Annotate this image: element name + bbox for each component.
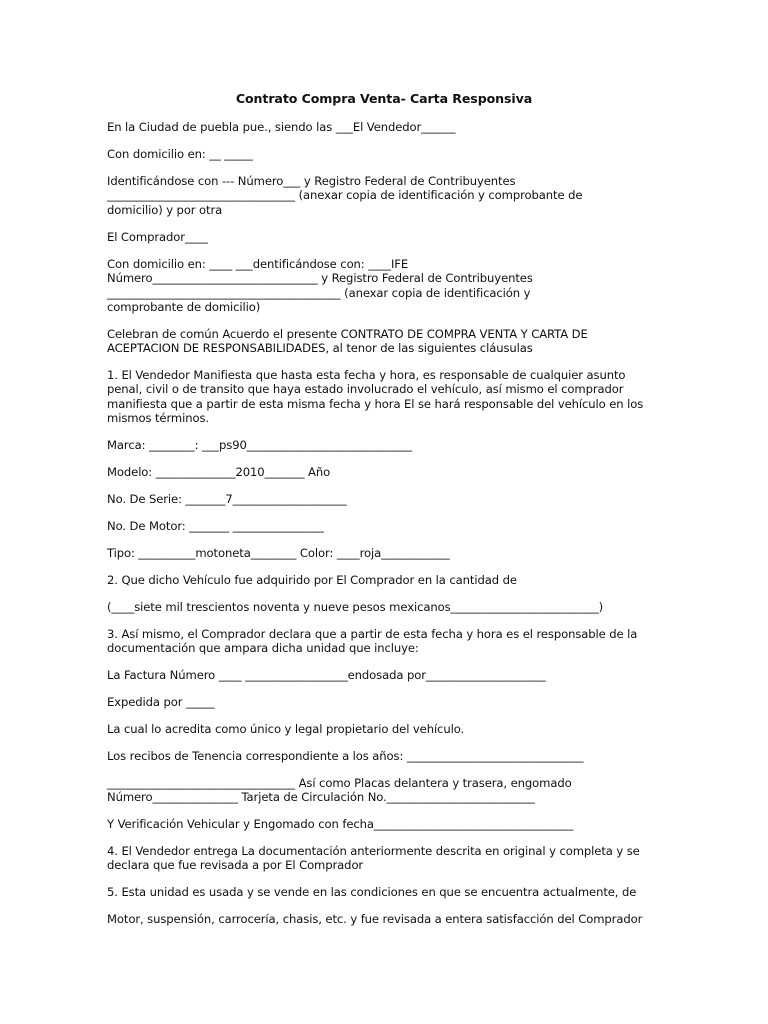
clause-5-line: 5. Esta unidad es usada y se vende en las condiciones en que se encuentra actualmente, de (107, 885, 637, 899)
verification-field: Y Verificación Vehicular y Engomado con fecha___________________________________ (107, 817, 574, 831)
invoice-field: La Factura Número ____ __________________endosada por_____________________ (107, 668, 546, 682)
clause-5-line: Motor, suspensión, carrocería, chasis, etc. y fue revisada a entera satisfacción del Comprador (107, 912, 643, 926)
seller-address-line: Con domicilio en: __ _____ (107, 147, 253, 161)
type-color-field: Tipo: __________motoneta________ Color: ____roja____________ (107, 546, 450, 560)
tenure-receipts-field: Los recibos de Tenencia correspondiente a los años: _______________________________ (107, 749, 584, 763)
seller-rfc-line: _________________________________ (anexar copia de identificación y comprobante de (107, 188, 583, 202)
brand-field: Marca: ________: ___ps90_____________________________ (107, 438, 413, 452)
clause-4-line: 4. El Vendedor entrega La documentación anteriormente descrita en original y completa y se (107, 844, 640, 858)
document-title: Contrato Compra Venta- Carta Responsiva (235, 91, 533, 106)
model-field: Modelo: ______________2010_______ Año (107, 465, 331, 479)
agreement-line-cont: ACEPTACION DE RESPONSABILIDADES, al tenor de las siguientes cláusulas (107, 341, 533, 355)
motor-number-field: No. De Motor: _______ ________________ (107, 519, 324, 533)
clause-3-line: documentación que ampara dicha unidad que incluye: (107, 641, 419, 655)
seller-rfc-line-cont: domicilio) y por otra (107, 203, 223, 217)
clause-2-line: 2. Que dicho Vehículo fue adquirido por El Comprador en la cantidad de (107, 573, 517, 587)
serial-number-field: No. De Serie: _______7____________________ (107, 492, 347, 506)
buyer-rfc-line-cont: comprobante de domicilio) (107, 300, 261, 314)
clause-1-line: manifiesta que a partir de esta misma fecha y hora El se hará responsable del vehículo en los (107, 397, 644, 411)
agreement-line: Celebran de común Acuerdo el presente CONTRATO DE COMPRA VENTA Y CARTA DE (107, 327, 588, 341)
seller-id-line: Identificándose con --- Número___ y Registro Federal de Contribuyentes (107, 174, 516, 188)
clause-1-line: mismos términos. (107, 411, 209, 425)
plates-line: _________________________________ Así como Placas delantera y trasera, engomado (107, 776, 572, 790)
buyer-number-line: Número_____________________________ y Registro Federal de Contribuyentes (107, 271, 533, 285)
price-line: (____siete mil trescientos noventa y nueve pesos mexicanos__________________________) (107, 600, 604, 614)
clause-4-line: declara que fue revisada a por El Comprador (107, 858, 364, 872)
buyer-rfc-line: _________________________________________ (anexar copia de identificación y (107, 286, 531, 300)
clause-1-line: penal, civil o de transito que haya estado involucrado el vehículo, así mismo el comprador (107, 382, 624, 396)
intro-city-line: En la Ciudad de puebla pue., siendo las ___El Vendedor______ (107, 120, 456, 134)
buyer-address-line: Con domicilio en: ____ ___dentificándose con: ____IFE (107, 257, 409, 271)
clause-1-line: 1. El Vendedor Manifiesta que hasta esta fecha y hora, es responsable de cualquier asunto (107, 368, 626, 382)
ownership-line: La cual lo acredita como único y legal propietario del vehículo. (107, 722, 465, 736)
buyer-line: El Comprador____ (107, 230, 208, 244)
circulation-card-field: Número_______________ Tarjeta de Circulación No.__________________________ (107, 790, 535, 804)
issued-by-field: Expedida por _____ (107, 695, 215, 709)
clause-3-line: 3. Así mismo, el Comprador declara que a partir de esta fecha y hora es el responsable de la (107, 627, 638, 641)
